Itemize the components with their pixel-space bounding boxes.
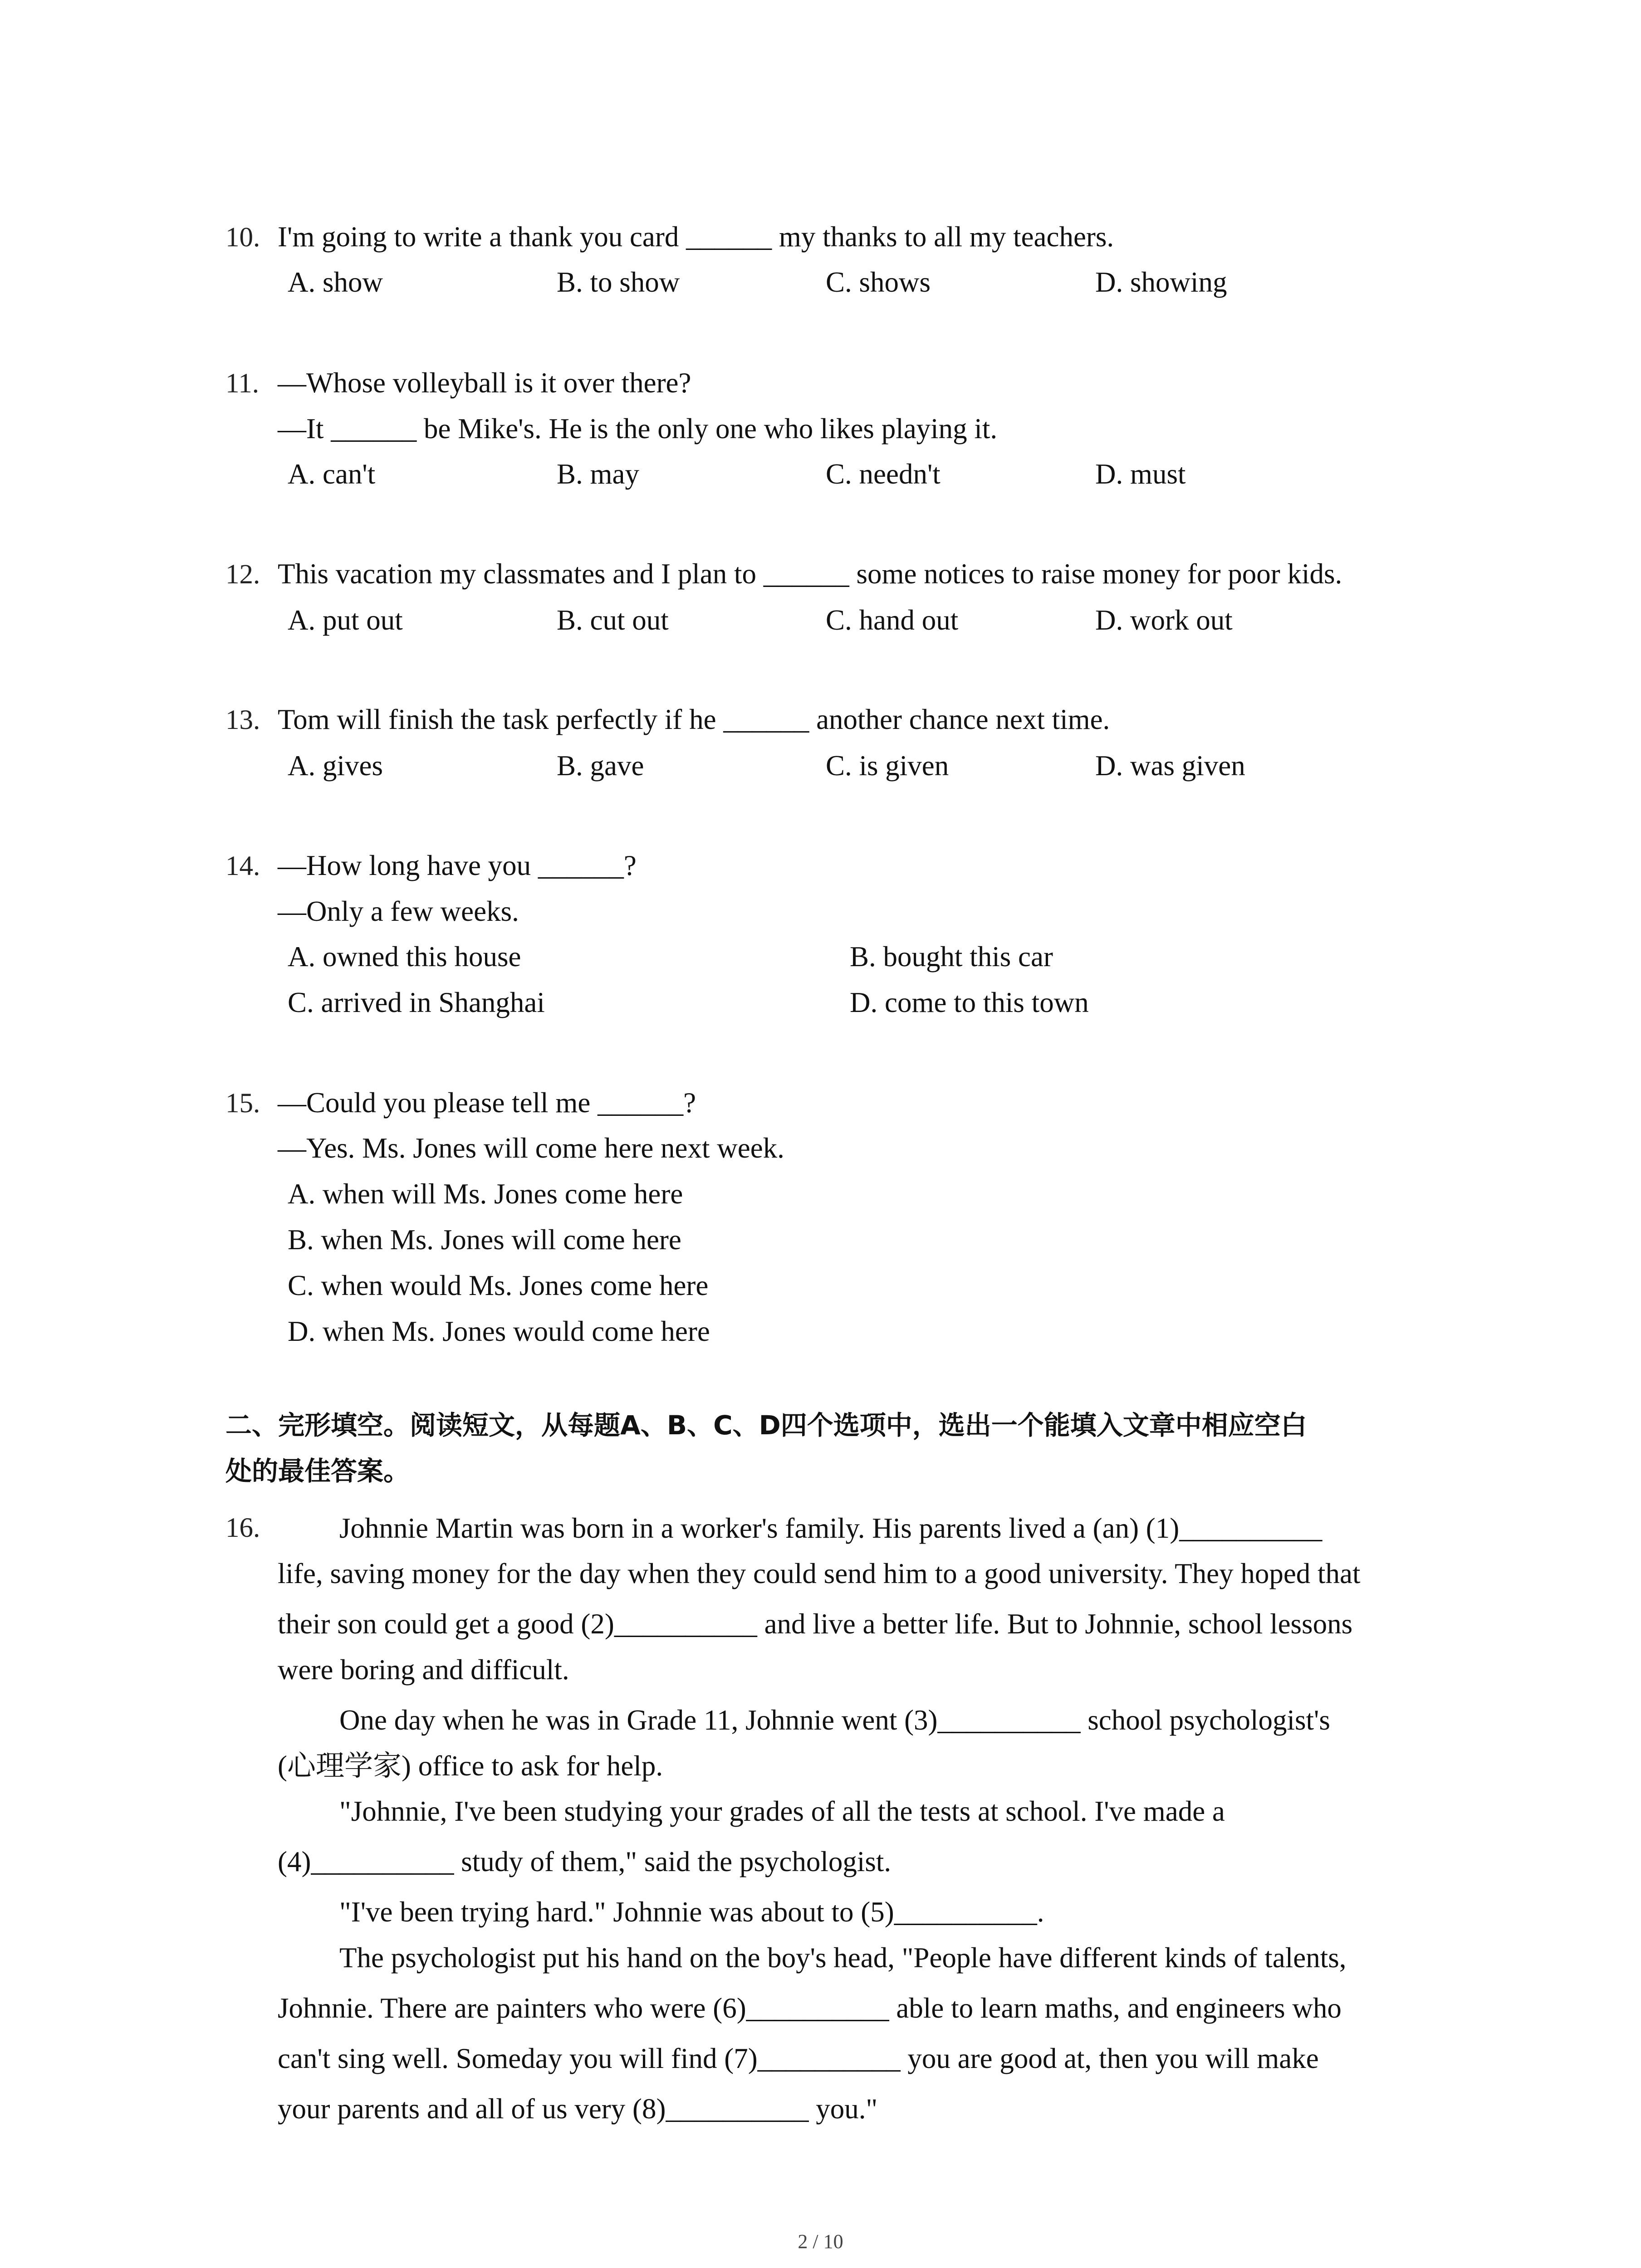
passage-line: life, saving money for the day when they could send him to a good university. They hoped that xyxy=(278,1558,1361,1589)
option-d[interactable]: D. must xyxy=(1095,458,1186,490)
question-number: 15. xyxy=(225,1088,260,1119)
passage-line: Johnnie Martin was born in a worker's family. His parents lived a (an) (1)__________ xyxy=(339,1512,1323,1544)
question-stem: Tom will finish the task perfectly if he ______ another chance next time. xyxy=(278,704,1110,735)
passage-line: their son could get a good (2)__________ and live a better life. But to Johnnie, school lessons xyxy=(278,1608,1353,1640)
passage-line: (心理学家) office to ask for help. xyxy=(278,1750,663,1782)
option-a[interactable]: A. can't xyxy=(288,458,376,490)
option-a[interactable]: A. put out xyxy=(288,604,403,636)
option-a[interactable]: A. when will Ms. Jones come here xyxy=(288,1178,683,1210)
section-heading-line: 处的最佳答案。 xyxy=(225,1456,410,1486)
question-stem: —Whose volleyball is it over there? xyxy=(278,367,691,399)
question-stem: This vacation my classmates and I plan to ______ some notices to raise money for poor kids. xyxy=(278,558,1342,590)
option-b[interactable]: B. bought this car xyxy=(850,941,1053,973)
option-b[interactable]: B. may xyxy=(557,458,639,490)
option-c[interactable]: C. hand out xyxy=(826,604,959,636)
option-b[interactable]: B. to show xyxy=(557,266,680,298)
question-stem: I'm going to write a thank you card ______ my thanks to all my teachers. xyxy=(278,221,1114,253)
option-c[interactable]: C. when would Ms. Jones come here xyxy=(288,1270,709,1301)
passage-line: One day when he was in Grade 11, Johnnie went (3)__________ school psychologist's xyxy=(339,1704,1330,1736)
option-b[interactable]: B. when Ms. Jones will come here xyxy=(288,1224,681,1256)
question-stem: —How long have you ______? xyxy=(278,850,637,881)
option-d[interactable]: D. was given xyxy=(1095,750,1245,782)
question-stem: —Could you please tell me ______? xyxy=(278,1087,696,1119)
passage-line: The psychologist put his hand on the boy's head, "People have different kinds of talents, xyxy=(339,1942,1347,1974)
question-number: 13. xyxy=(225,705,260,735)
option-c[interactable]: C. needn't xyxy=(826,458,941,490)
option-d[interactable]: D. showing xyxy=(1095,266,1227,298)
question-stem: —It ______ be Mike's. He is the only one who likes playing it. xyxy=(278,413,998,445)
question-stem: —Only a few weeks. xyxy=(278,895,519,927)
passage-line: were boring and difficult. xyxy=(278,1654,569,1686)
question-stem: —Yes. Ms. Jones will come here next week. xyxy=(278,1132,784,1164)
option-c[interactable]: C. shows xyxy=(826,266,931,298)
option-b[interactable]: B. gave xyxy=(557,750,644,782)
passage-line: (4)__________ study of them," said the psychologist. xyxy=(278,1846,892,1877)
option-a[interactable]: A. owned this house xyxy=(288,941,521,973)
question-number: 12. xyxy=(225,559,260,590)
question-number: 11. xyxy=(225,368,259,399)
passage-line: your parents and all of us very (8)__________ you." xyxy=(278,2093,878,2125)
passage-line: Johnnie. There are painters who were (6)__________ able to learn maths, and engineers who xyxy=(278,1992,1342,2024)
option-a[interactable]: A. show xyxy=(288,266,383,298)
question-number: 14. xyxy=(225,851,260,881)
passage-line: can't sing well. Someday you will find (7)__________ you are good at, then you will make xyxy=(278,2043,1319,2074)
option-b[interactable]: B. cut out xyxy=(557,604,669,636)
question-number: 16. xyxy=(225,1513,260,1543)
option-c[interactable]: C. arrived in Shanghai xyxy=(288,987,545,1018)
option-d[interactable]: D. work out xyxy=(1095,604,1233,636)
page-number: 2 / 10 xyxy=(798,2230,843,2253)
option-c[interactable]: C. is given xyxy=(826,750,949,782)
passage-line: "Johnnie, I've been studying your grades of all the tests at school. I've made a xyxy=(339,1795,1225,1827)
passage-line: "I've been trying hard." Johnnie was about to (5)__________. xyxy=(339,1896,1044,1928)
question-number: 10. xyxy=(225,222,260,253)
option-d[interactable]: D. come to this town xyxy=(850,987,1089,1018)
option-a[interactable]: A. gives xyxy=(288,750,383,782)
option-d[interactable]: D. when Ms. Jones would come here xyxy=(288,1315,710,1347)
section-heading-line: 二、完形填空。阅读短文，从每题A、B、C、D四个选项中，选出一个能填入文章中相应空白 xyxy=(225,1410,1307,1441)
